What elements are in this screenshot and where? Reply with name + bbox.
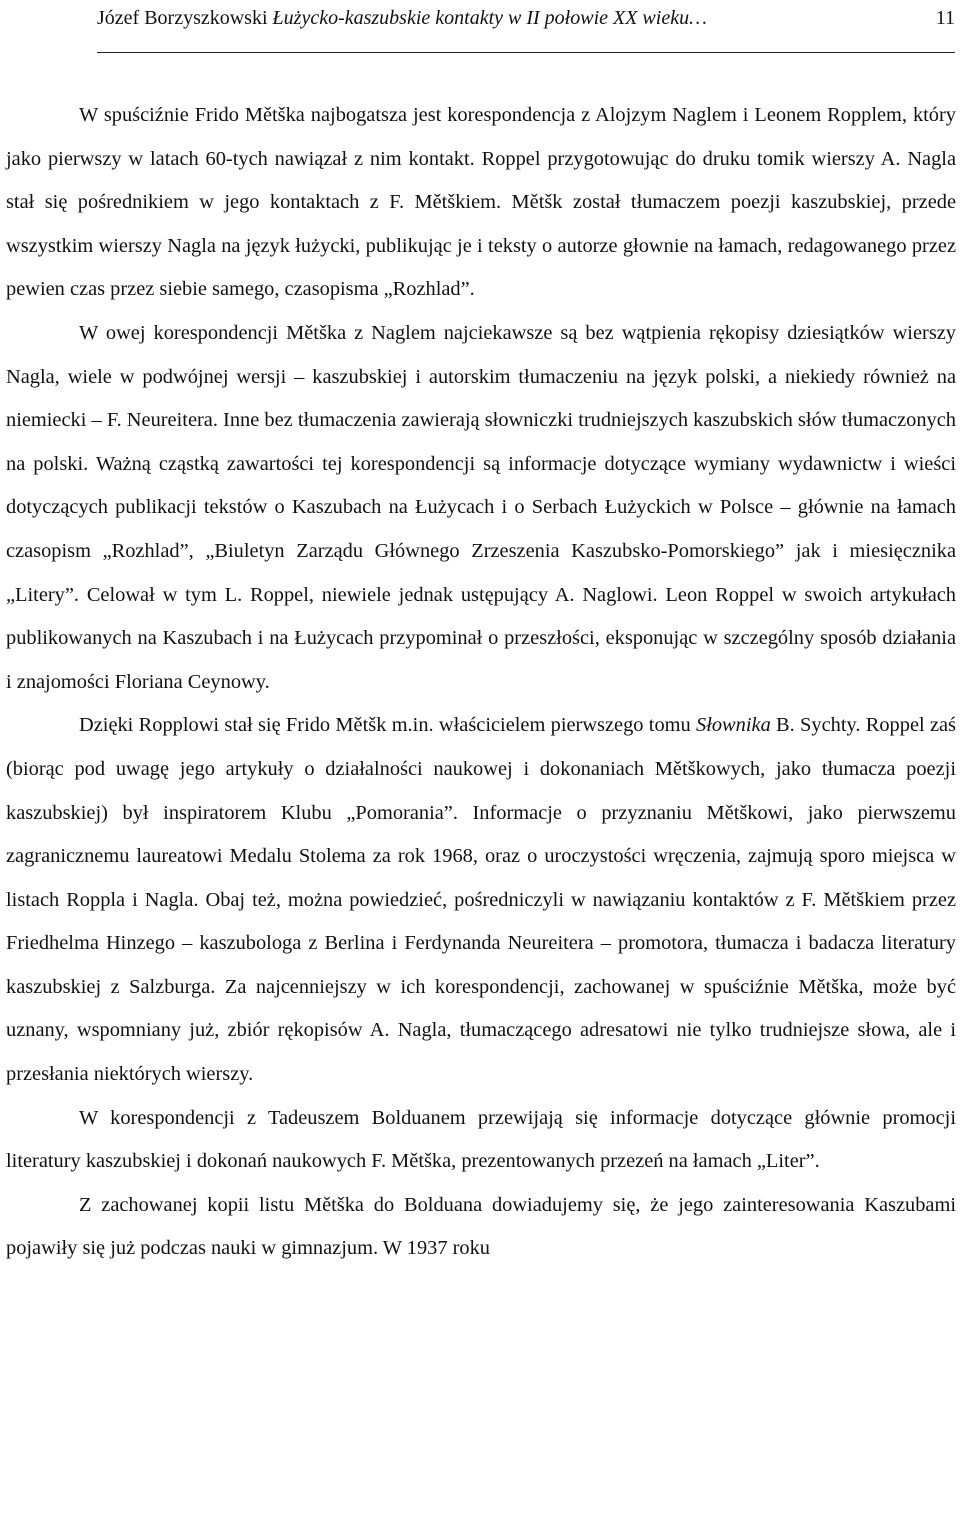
body-text: [6, 94, 956, 1271]
header-text: [97, 5, 707, 42]
paragraph-3-before: Dzięki Ropplowi stał się Frido Mětšk m.in. właścicielem pierwszego tomu: [79, 714, 696, 737]
paragraph-2: W owej korespondencji Mětška z Naglem najciekawsze są bez wątpienia rękopisy dziesiątków wierszy Nagla, wiele w podwójnej wersji – kaszubskiej i autorskim tłumaczeniu na język polski, a niekiedy również na niemiecki – F. Neureitera. Inne bez tłumaczenia zawierają słowniczki trudniejszych kaszubskich słów tłumaczonych na polski. Ważną cząstką zawartości tej korespondencji są informacje dotyczące wymiany wydawnictw i wieści dotyczących publikacji tekstów o Kaszubach na Łużycach i o Serbach Łużyckich w Polsce – głównie na łamach czasopism „Rozhlad”, „Biuletyn Zarządu Głównego Zrzeszenia Kaszubsko-Pomorskiego” jak i miesięcznika „Litery”. Celował w tym L. Roppel, niewiele jednak ustępujący A. Naglowi. Leon Roppel w swoich artykułach publikowanych na Kaszubach i na Łużycach przypominał o przeszłości, eksponując w szczególny sposób działania i znajomości Floriana Ceynowy.: [6, 321, 956, 693]
paragraph-1: W spuściźnie Frido Mětška najbogatsza jest korespondencja z Alojzym Naglem i Leonem Ropplem, który jako pierwszy w latach 60-tych nawiązał z nim kontakt. Roppel przygotowując do druku tomik wierszy A. Nagla stał się pośrednikiem w jego kontaktach z F. Mětškiem. Mětšk został tłumaczem poezji kaszubskiej, przede wszystkim wierszy Nagla na język łużycki, publikując je i teksty o autorze głownie na łamach, redagowanego przez pewien czas przez siebie samego, czasopisma „Rozhlad”.: [6, 104, 956, 301]
paragraph-4: W korespondencji z Tadeuszem Bolduanem przewijają się informacje dotyczące głównie promocji literatury kaszubskiej i dokonań naukowych F. Mětška, prezentowanych przezeń na łamach „Liter”.: [6, 1106, 956, 1173]
page-number: 11: [935, 7, 955, 29]
running-header: [97, 0, 955, 42]
paragraph-3-after: B. Sychty. Roppel zaś (biorąc pod uwagę jego artykuły o działalności naukowej i dokonaniach Mětškowych, jako tłumacza poezji kaszubskiej) był inspiratorem Klubu „Pomorania”. Informacje o przyznaniu Mětškowi, jako pierwszemu zagranicznemu laureatowi Medalu Stolema za rok 1968, oraz o uroczystości wręczenia, zajmują sporo miejsca w listach Roppla i Nagla. Obaj też, można powiedzieć, pośredniczyli w nawiązaniu kontaktów z F. Mětškiem przez Friedhelma Hinzego – kaszubologa z Berlina i Ferdynanda Neureitera – promotora, tłumacza i badacza literatury kaszubskiej z Salzburga. Za najcenniejszy w ich korespondencji, zachowanej w spuściźnie Mětška, może być uznany, wspomniany już, zbiór rękopisów A. Nagla, tłumaczącego adresatowi nie tylko trudniejsze słowa, ale i przesłania niektórych wierszy.: [6, 714, 956, 1086]
header-title: Łużycko-kaszubskie kontakty w II połowie XX wieku…: [272, 7, 707, 29]
paragraph-5: Z zachowanej kopii listu Mětška do Bolduana dowiadujemy się, że jego zainteresowania Kaszubami pojawiły się już podczas nauki w gimnazjum. W 1937 roku: [6, 1193, 956, 1260]
paragraph-3-italic: Słownika: [696, 714, 771, 737]
header-author: Józef Borzyszkowski: [97, 7, 268, 29]
paragraph-3: [6, 704, 956, 1096]
header-rule: [97, 52, 955, 53]
